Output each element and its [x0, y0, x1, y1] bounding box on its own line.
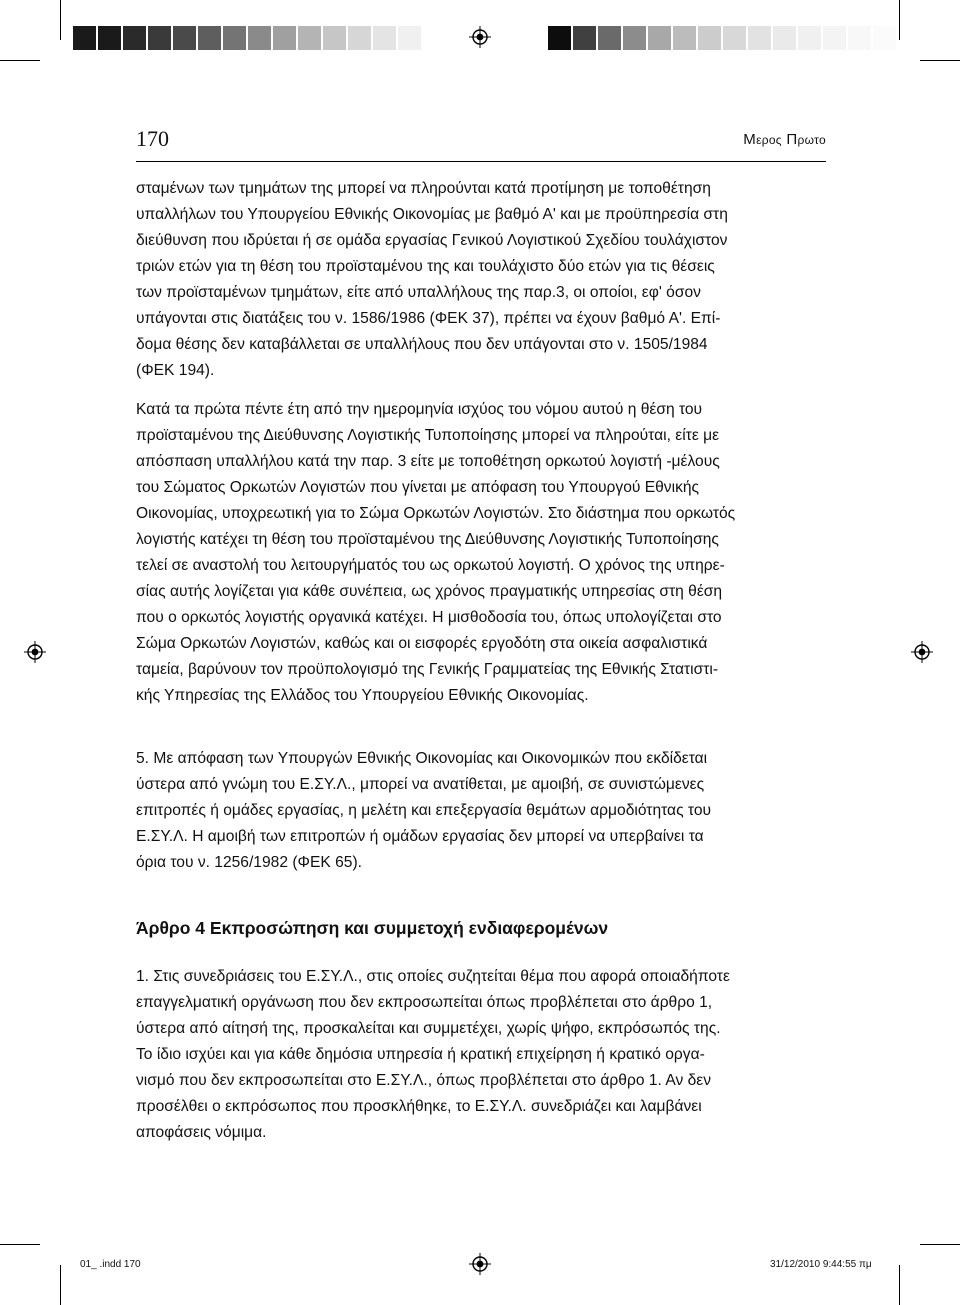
- color-swatch: [248, 26, 271, 50]
- registration-mark-top: [469, 26, 491, 48]
- section-label-rest: ρωτο: [797, 133, 826, 147]
- text-line: Σώμα Ορκωτών Λογιστών, καθώς και οι εισφορές εργοδότη στα οικεία ασφαλιστικά: [136, 635, 708, 652]
- slug-timestamp: 31/12/2010 9:44:55 πμ: [770, 1259, 872, 1270]
- color-swatch: [198, 26, 221, 50]
- text-line: δομα θέσης δεν καταβάλλεται σε υπαλλήλους που δεν υπάγονται στο ν. 1505/1984: [136, 336, 708, 353]
- text-line: Το ίδιο ισχύει και για κάθε δημόσια υπηρεσία ή κρατική επιχείρηση ή κρατικό οργα-: [136, 1046, 705, 1063]
- text-line: σίας αυτής λογίζεται για κάθε συνέπεια, ως χρόνος πραγματικής υπηρεσίας στη θέση: [136, 583, 723, 600]
- color-swatch: [348, 26, 371, 50]
- slug-filename: 01_ .indd 170: [80, 1259, 141, 1270]
- section-label-rest: ερος: [756, 133, 782, 147]
- text-line: υπαλλήλων του Υπουργείου Εθνικής Οικονομίας με βαθμό Α' και με προϋπηρεσία στη: [136, 206, 728, 223]
- text-line: του Σώματος Ορκωτών Λογιστών που γίνεται με απόφαση του Υπουργού Εθνικής: [136, 479, 700, 496]
- paragraph-item-5: [136, 746, 826, 876]
- text-line: σταμένων των τμημάτων της μπορεί να πληρούνται κατά προτίμηση με τοποθέτηση: [136, 180, 711, 197]
- text-line: ταμεία, βαρύνουν τον προϋπολογισμό της Γενικής Γραμματείας της Εθνικής Στατιστι-: [136, 661, 719, 678]
- text-line: προϊσταμένου της Διεύθυνσης Λογιστικής Τυποποίησης μπορεί να πληρούται, είτε με: [136, 427, 720, 444]
- text-line: τελεί σε αναστολή του λειτουργήματός του ως ορκωτού λογιστή. Ο χρόνος της υπηρε-: [136, 557, 725, 574]
- color-swatch: [748, 26, 771, 50]
- section-label-initial: Μ: [743, 131, 757, 148]
- color-swatch: [298, 26, 321, 50]
- text-line: επιτροπές ή ομάδες εργασίας, η μελέτη και επεξεργασία θεμάτων αρμοδιότητας του: [136, 802, 712, 819]
- color-swatch: [848, 26, 871, 50]
- color-swatch: [73, 26, 96, 50]
- color-swatch: [723, 26, 746, 50]
- text-line: 1. Στις συνεδριάσεις του Ε.ΣΥ.Λ., στις οποίες συζητείται θέμα που αφορά οποιαδήποτε: [136, 968, 730, 985]
- color-swatch: [148, 26, 171, 50]
- text-line: Ε.ΣΥ.Λ. Η αμοιβή των επιτροπών ή ομάδων εργασίας δεν μπορεί να υπερβαίνει τα: [136, 828, 704, 845]
- section-label: [743, 131, 826, 148]
- color-swatch: [548, 26, 571, 50]
- registration-mark-left: [24, 641, 46, 663]
- color-swatch: [273, 26, 296, 50]
- text-line: υπάγονται στις διατάξεις του ν. 1586/1986 (ΦΕΚ 37), πρέπει να έχουν βαθμό Α'. Επί-: [136, 310, 721, 327]
- color-swatch: [223, 26, 246, 50]
- color-swatch: [698, 26, 721, 50]
- paragraph-continued: [136, 176, 826, 384]
- crop-mark: [920, 60, 960, 61]
- paragraph-item-1: [136, 964, 826, 1146]
- color-swatch: [323, 26, 346, 50]
- text-line: προσέλθει ο εκπρόσωπος που προσκλήθηκε, το Ε.ΣΥ.Λ. συνεδριάζει και λαμβάνει: [136, 1098, 702, 1115]
- paragraph-transitional: [136, 397, 826, 709]
- text-line: Κατά τα πρώτα πέντε έτη από την ημερομηνία ισχύος του νόμου αυτού η θέση του: [136, 401, 703, 418]
- crop-mark: [60, 0, 61, 40]
- text-line: που ο ορκωτός λογιστής οργανικά κατέχει. Η μισθοδοσία του, όπως υπολογίζεται στο: [136, 609, 722, 626]
- text-line: τριών ετών για τη θέση του προϊσταμένου της και τουλάχιστο δύο ετών για τις θέσεις: [136, 258, 715, 275]
- crop-mark: [920, 1244, 960, 1245]
- color-swatch: [873, 26, 896, 50]
- color-swatch: [598, 26, 621, 50]
- text-line: απόσπαση υπαλλήλου κατά την παρ. 3 είτε με τοποθέτηση ορκωτού λογιστή -μέλους: [136, 453, 720, 470]
- text-line: όρια του ν. 1256/1982 (ΦΕΚ 65).: [136, 854, 362, 871]
- section-label-initial: Π: [786, 131, 798, 148]
- color-swatch: [648, 26, 671, 50]
- color-swatch: [623, 26, 646, 50]
- color-swatch: [573, 26, 596, 50]
- page-number: 170: [136, 126, 169, 151]
- color-swatch: [823, 26, 846, 50]
- text-line: νισμό που δεν εκπροσωπείται στο Ε.ΣΥ.Λ., όπως προβλέπεται στο άρθρο 1. Αν δεν: [136, 1072, 712, 1089]
- color-swatch: [98, 26, 121, 50]
- running-head: [136, 126, 826, 154]
- color-bar-left: [73, 26, 423, 50]
- text-line: κής Υπηρεσίας της Ελλάδος του Υπουργείου Εθνικής Οικονομίας.: [136, 687, 589, 704]
- color-swatch: [123, 26, 146, 50]
- text-line: λογιστής κατέχει τη θέση του προϊσταμένου της Διεύθυνσης Λογιστικής Τυποποίησης: [136, 531, 719, 548]
- header-rule: [136, 161, 826, 162]
- crop-mark: [0, 60, 40, 61]
- color-bar-right: [548, 26, 898, 50]
- text-line: διεύθυνση που ιδρύεται ή σε ομάδα εργασίας Γενικού Λογιστικού Σχεδίου τουλάχιστον: [136, 232, 728, 249]
- text-line: αποφάσεις νόμιμα.: [136, 1124, 267, 1141]
- text-line: ύστερα από γνώμη του Ε.ΣΥ.Λ., μπορεί να ανατίθεται, με αμοιβή, σε συνιστώμενες: [136, 776, 705, 793]
- color-swatch: [398, 26, 421, 50]
- color-swatch: [373, 26, 396, 50]
- text-line: (ΦΕΚ 194).: [136, 362, 215, 379]
- text-line: επαγγελματική οργάνωση που δεν εκπροσωπείται όπως προβλέπεται στο άρθρο 1,: [136, 994, 713, 1011]
- text-line: ύστερα από αίτησή της, προσκαλείται και συμμετέχει, χωρίς ψήφο, εκπρόσωπός της.: [136, 1020, 721, 1037]
- crop-mark: [899, 1265, 900, 1305]
- text-line: 5. Με απόφαση των Υπουργών Εθνικής Οικονομίας και Οικονομικών που εκδίδεται: [136, 750, 708, 767]
- crop-mark: [899, 0, 900, 40]
- color-swatch: [173, 26, 196, 50]
- article-heading: Άρθρο 4 Εκπροσώπηση και συμμετοχή ενδιαφερομένων: [136, 918, 609, 938]
- crop-mark: [60, 1265, 61, 1305]
- text-line: των προϊσταμένων τμημάτων, είτε από υπαλλήλους της παρ.3, οι οποίοι, εφ' όσον: [136, 284, 701, 301]
- color-swatch: [673, 26, 696, 50]
- color-swatch: [773, 26, 796, 50]
- text-line: Οικονομίας, υποχρεωτική για το Σώμα Ορκωτών Λογιστών. Στο διάστημα που ορκωτός: [136, 505, 736, 522]
- registration-mark-right: [911, 641, 933, 663]
- registration-mark-bottom: [469, 1253, 491, 1275]
- color-swatch: [798, 26, 821, 50]
- crop-mark: [0, 1244, 40, 1245]
